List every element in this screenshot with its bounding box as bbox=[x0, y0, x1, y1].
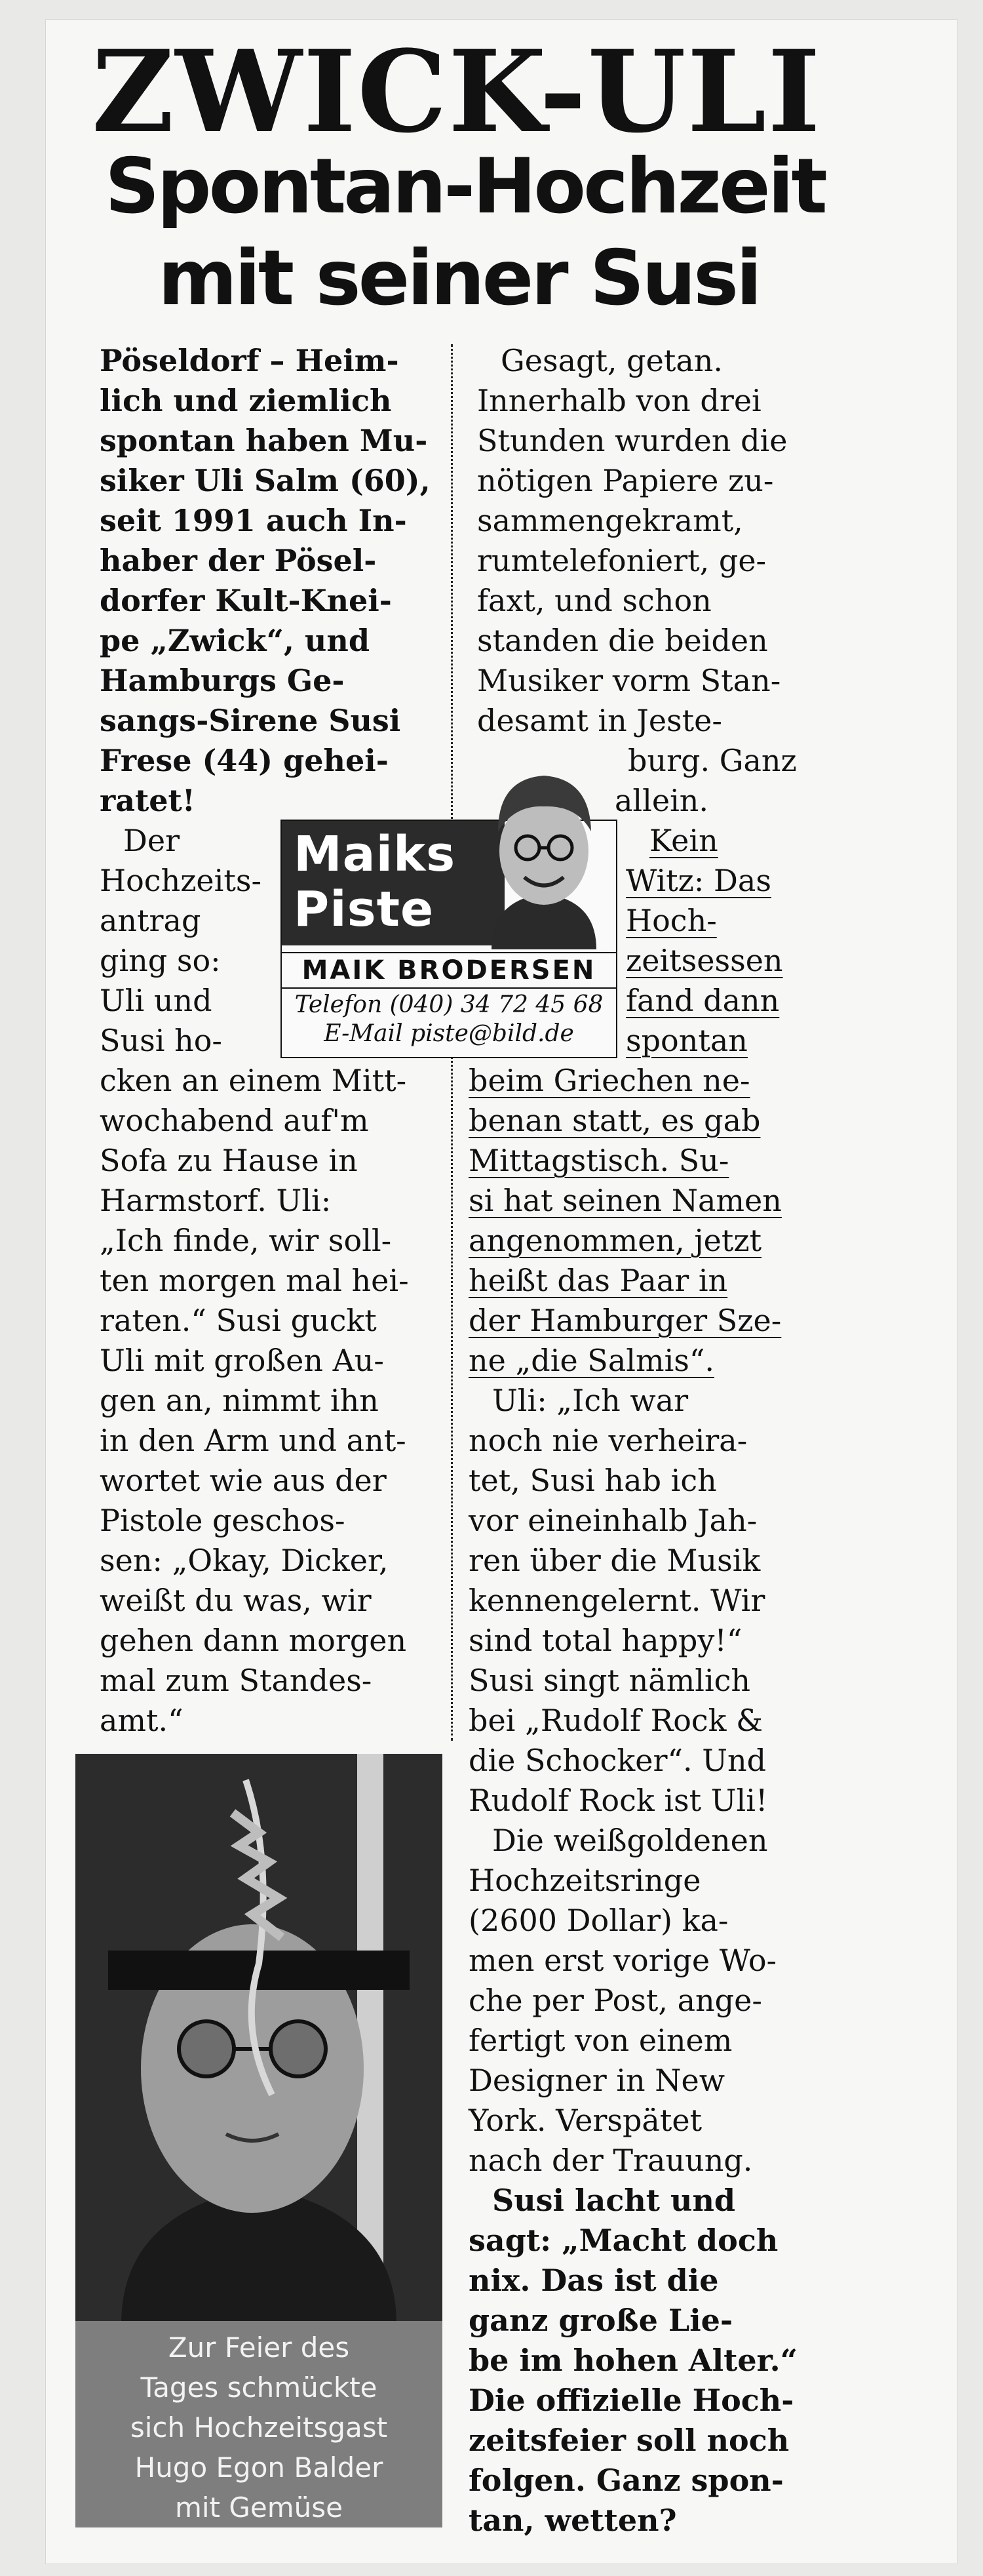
body-line: standen die beiden bbox=[477, 623, 768, 658]
body-line: mal zum Standes- bbox=[100, 1663, 372, 1698]
intro-line: lich und ziemlich bbox=[100, 383, 392, 418]
body-paragraph-registry-office bbox=[477, 341, 797, 821]
body-line: York. Verspätet bbox=[469, 2103, 703, 2138]
intro-line: sangs-Sirene Susi bbox=[100, 703, 401, 738]
photo-caption bbox=[75, 2321, 442, 2527]
body-line: weißt du was, wir bbox=[100, 1583, 372, 1618]
closing-line: Susi lacht und bbox=[492, 2183, 736, 2218]
phone-number: Telefon (040) 34 72 45 68 bbox=[294, 991, 604, 1018]
intro-line: Hamburgs Ge- bbox=[100, 663, 345, 698]
body-line: (2600 Dollar) ka- bbox=[469, 1903, 729, 1938]
author-name: MAIK BRODERSEN bbox=[282, 952, 616, 989]
body-line: zeitsessen bbox=[626, 943, 783, 978]
body-line: sammengekramt, bbox=[477, 503, 743, 538]
closing-line: ganz große Lie- bbox=[469, 2303, 733, 2338]
body-line: wochabend auf'm bbox=[100, 1103, 369, 1138]
body-line: Innerhalb von drei bbox=[477, 383, 761, 418]
body-line: bei „Rudolf Rock & bbox=[469, 1703, 763, 1738]
body-line: Susi ho- bbox=[100, 1023, 222, 1058]
body-line: si hat seinen Namen bbox=[469, 1183, 782, 1218]
body-line: sind total happy!“ bbox=[469, 1623, 742, 1658]
logo-line-1: Maiks bbox=[294, 826, 456, 882]
body-line: ten morgen mal hei- bbox=[100, 1263, 409, 1298]
photo-image bbox=[75, 1754, 442, 2324]
intro-line: pe „Zwick“, und bbox=[100, 623, 370, 658]
body-paragraph-wedding-story bbox=[469, 1061, 798, 2541]
hugo-egon-balder-photo bbox=[75, 1754, 442, 2527]
intro-line: seit 1991 auch In- bbox=[100, 503, 407, 538]
body-line: Uli und bbox=[100, 983, 212, 1018]
caption-line: Hugo Egon Balder bbox=[134, 2451, 383, 2484]
body-line: Uli mit großen Au- bbox=[100, 1343, 384, 1378]
body-line: Rudolf Rock ist Uli! bbox=[469, 1783, 768, 1818]
body-line: angenommen, jetzt bbox=[469, 1223, 762, 1258]
body-line: Designer in New bbox=[469, 2063, 725, 2098]
body-line: Harmstorf. Uli: bbox=[100, 1183, 332, 1218]
headline-line-2: mit seiner Susi bbox=[158, 234, 760, 323]
body-line: der Hamburger Sze- bbox=[469, 1303, 782, 1338]
caption-line: sich Hochzeitsgast bbox=[130, 2411, 388, 2444]
closing-line: tan, wetten? bbox=[469, 2503, 677, 2538]
headline bbox=[105, 141, 825, 325]
body-line: Hochzeits- bbox=[100, 863, 262, 898]
body-line: Witz: Das bbox=[626, 863, 771, 898]
column-logo bbox=[282, 821, 505, 945]
body-line: desamt in Jeste- bbox=[477, 703, 722, 738]
body-line: antrag bbox=[100, 903, 201, 938]
body-line: wortet wie aus der bbox=[100, 1463, 387, 1498]
body-paragraph-proposal bbox=[100, 1061, 409, 1741]
body-line: ging so: bbox=[100, 943, 221, 978]
body-line: sen: „Okay, Dicker, bbox=[100, 1543, 389, 1578]
body-line: kennengelernt. Wir bbox=[469, 1583, 765, 1618]
body-line: amt.“ bbox=[100, 1703, 183, 1738]
body-paragraph-proposal-start bbox=[100, 821, 261, 1061]
body-line: heißt das Paar in bbox=[469, 1263, 728, 1298]
body-line: cken an einem Mitt- bbox=[100, 1063, 407, 1098]
body-line: fertigt von einem bbox=[469, 2023, 733, 2058]
body-line: Kein bbox=[649, 823, 718, 858]
body-line: che per Post, ange- bbox=[469, 1983, 762, 2018]
body-line: fand dann bbox=[626, 983, 780, 1018]
body-line: spontan bbox=[626, 1023, 748, 1058]
body-line: raten.“ Susi guckt bbox=[100, 1303, 377, 1338]
headline-line-1: Spontan-Hochzeit bbox=[105, 142, 825, 231]
body-line: Stunden wurden die bbox=[477, 423, 788, 458]
body-line: tet, Susi hab ich bbox=[469, 1463, 717, 1498]
closing-line: Die offizielle Hoch- bbox=[469, 2383, 794, 2418]
intro-line: Pöseldorf – Heim- bbox=[100, 343, 399, 378]
body-line: Hoch- bbox=[626, 903, 717, 938]
body-paragraph-wedding-meal-start bbox=[626, 821, 783, 1061]
body-line: Mittagstisch. Su- bbox=[469, 1143, 729, 1178]
intro-line: ratet! bbox=[100, 783, 195, 818]
intro-line: haber der Pösel- bbox=[100, 543, 377, 578]
body-line: faxt, und schon bbox=[477, 583, 712, 618]
body-line: rumtelefoniert, ge- bbox=[477, 543, 767, 578]
body-line: in den Arm und ant- bbox=[100, 1423, 406, 1458]
intro-line: siker Uli Salm (60), bbox=[100, 463, 431, 498]
intro-line: Frese (44) gehei- bbox=[100, 743, 389, 778]
body-line: vor eineinhalb Jah- bbox=[469, 1503, 758, 1538]
closing-line: nix. Das ist die bbox=[469, 2263, 719, 2298]
kicker-title: ZWICK-ULI bbox=[92, 25, 822, 158]
body-line: Die weißgoldenen bbox=[492, 1823, 768, 1858]
body-line: Susi singt nämlich bbox=[469, 1663, 751, 1698]
body-line: burg. Ganz bbox=[628, 743, 797, 778]
logo-line-2: Piste bbox=[294, 881, 434, 938]
body-line: Uli: „Ich war bbox=[492, 1383, 689, 1418]
body-line: gen an, nimmt ihn bbox=[100, 1383, 379, 1418]
intro-line: dorfer Kult-Knei- bbox=[100, 583, 392, 618]
body-line: ne „die Salmis“. bbox=[469, 1343, 715, 1378]
caption-line: mit Gemüse bbox=[174, 2491, 343, 2524]
body-line: Sofa zu Hause in bbox=[100, 1143, 358, 1178]
intro-line: spontan haben Mu- bbox=[100, 423, 428, 458]
body-line: ren über die Musik bbox=[469, 1543, 761, 1578]
closing-line: sagt: „Macht doch bbox=[469, 2223, 779, 2258]
caption-line: Tages schmückte bbox=[140, 2371, 377, 2404]
body-line: men erst vorige Wo- bbox=[469, 1943, 777, 1978]
intro-paragraph bbox=[100, 341, 431, 821]
body-line: die Schocker“. Und bbox=[469, 1743, 767, 1778]
closing-line: folgen. Ganz spon- bbox=[469, 2463, 784, 2498]
closing-line: zeitsfeier soll noch bbox=[469, 2423, 790, 2458]
closing-line: be im hohen Alter.“ bbox=[469, 2343, 798, 2378]
body-line: benan statt, es gab bbox=[469, 1103, 761, 1138]
body-line: noch nie verheira- bbox=[469, 1423, 748, 1458]
body-line: Musiker vorm Stan- bbox=[477, 663, 781, 698]
caption-line: Zur Feier des bbox=[168, 2331, 350, 2364]
body-line: gehen dann morgen bbox=[100, 1623, 407, 1658]
body-line: „Ich finde, wir soll- bbox=[100, 1223, 392, 1258]
body-line: Der bbox=[123, 823, 180, 858]
body-line: Pistole geschos- bbox=[100, 1503, 345, 1538]
body-line: Hochzeitsringe bbox=[469, 1863, 701, 1898]
body-line: allein. bbox=[615, 783, 709, 818]
email-address: E-Mail piste@bild.de bbox=[324, 1020, 574, 1047]
body-line: nötigen Papiere zu- bbox=[477, 463, 774, 498]
body-line: nach der Trauung. bbox=[469, 2143, 753, 2178]
body-line: beim Griechen ne- bbox=[469, 1063, 750, 1098]
columnist-portrait bbox=[478, 759, 609, 949]
body-line: Gesagt, getan. bbox=[501, 343, 723, 378]
